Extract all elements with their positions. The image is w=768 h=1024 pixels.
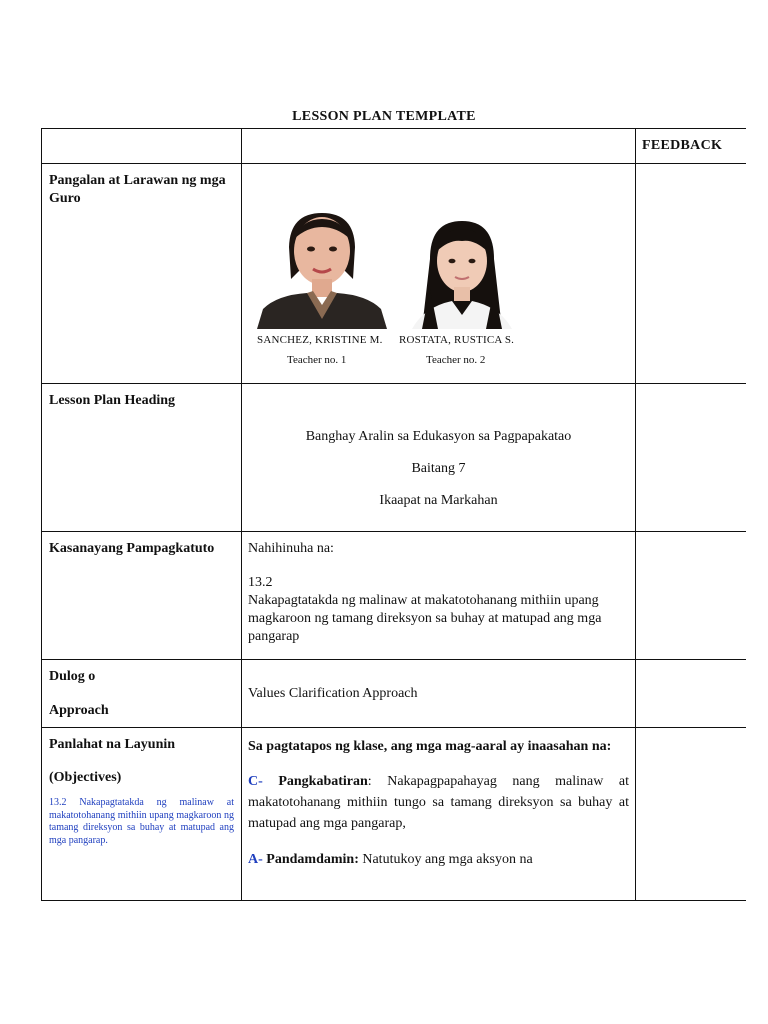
approach-row bbox=[42, 660, 747, 728]
approach-label-2: Approach bbox=[49, 703, 109, 718]
competency-row bbox=[42, 532, 747, 660]
teachers-row bbox=[42, 164, 747, 384]
header-cell-blank-1 bbox=[42, 129, 242, 164]
competency-label-cell bbox=[42, 532, 242, 660]
heading-label: Lesson Plan Heading bbox=[49, 393, 176, 408]
objectives-content-cell bbox=[242, 728, 636, 901]
competency-text: Nakapagtatakda ng malinaw at makatotohanang mithiin upang magkaroon ng tamang direksyon sa buhay at matupad ang mga pangarap bbox=[248, 593, 602, 644]
competency-feedback-cell bbox=[636, 532, 747, 660]
heading-line-3: Ikaapat na Markahan bbox=[379, 493, 498, 508]
objectives-row bbox=[42, 728, 747, 901]
approach-value: Values Clarification Approach bbox=[248, 686, 418, 701]
objective-c-letter: C- bbox=[248, 774, 263, 789]
teachers-label: Pangalan at Larawan ng mga Guro bbox=[49, 173, 226, 206]
objective-a-text: Natutukoy ang mga aksyon na bbox=[358, 852, 533, 867]
competency-code: 13.2 bbox=[248, 575, 273, 590]
heading-content-cell bbox=[242, 384, 636, 532]
competency-content-cell bbox=[242, 532, 636, 660]
objective-a-title: Pandamdamin: bbox=[266, 852, 359, 867]
objective-c-title: Pangkabatiran bbox=[278, 774, 368, 789]
objectives-label-1: Panlahat na Layunin bbox=[49, 737, 176, 752]
teachers-photo-cell bbox=[242, 164, 636, 384]
objectives-label-2: (Objectives) bbox=[49, 770, 122, 785]
heading-row bbox=[42, 384, 747, 532]
approach-label-1: Dulog o bbox=[49, 669, 96, 684]
teacher-2-role: Teacher no. 2 bbox=[426, 354, 486, 366]
header-cell-blank-2 bbox=[242, 129, 636, 164]
teachers-label-cell bbox=[42, 164, 242, 384]
teacher-2-photo bbox=[402, 219, 522, 329]
teacher-2-name: ROSTATA, RUSTICA S. bbox=[399, 334, 515, 346]
approach-label-cell bbox=[42, 660, 242, 728]
competency-label: Kasanayang Pampagkatuto bbox=[49, 541, 215, 556]
approach-feedback-cell bbox=[636, 660, 747, 728]
objectives-label-cell bbox=[42, 728, 242, 901]
competency-intro: Nahihinuha na: bbox=[248, 541, 334, 556]
header-cell-feedback bbox=[636, 129, 747, 164]
lesson-plan-table bbox=[41, 128, 746, 901]
heading-feedback-cell bbox=[636, 384, 747, 532]
teacher-1-name: SANCHEZ, KRISTINE M. bbox=[257, 334, 383, 346]
document-title: LESSON PLAN TEMPLATE bbox=[292, 109, 476, 124]
feedback-header: FEEDBACK bbox=[642, 138, 723, 153]
objectives-intro: Sa pagtatapos ng klase, ang mga mag-aaral ay inaasahan na: bbox=[248, 739, 612, 754]
heading-line-1: Banghay Aralin sa Edukasyon sa Pagpapakatao bbox=[305, 429, 572, 444]
teachers-feedback-cell bbox=[636, 164, 747, 384]
objective-c bbox=[248, 771, 629, 834]
objectives-feedback-cell bbox=[636, 728, 747, 901]
heading-line-2: Baitang 7 bbox=[411, 461, 466, 476]
objectives-note: 13.2 Nakapagtatakda ng malinaw at makatotohanang mithiin upang magkaroon ng tamang direksyon sa buhay at matupad ang mga pangarap. bbox=[49, 797, 234, 846]
header-row bbox=[42, 129, 747, 164]
objective-a-letter: A- bbox=[248, 852, 263, 867]
teacher-1-photo bbox=[257, 209, 387, 329]
approach-content-cell bbox=[242, 660, 636, 728]
objective-c-text: : Nakapagpapahayag nang malinaw at makatotohanang mithiin tungo sa tamang direksyon sa buhay at matupad ang mga pangarap, bbox=[248, 774, 629, 831]
teacher-1-role: Teacher no. 1 bbox=[287, 354, 347, 366]
objective-a bbox=[248, 849, 629, 870]
heading-label-cell bbox=[42, 384, 242, 532]
